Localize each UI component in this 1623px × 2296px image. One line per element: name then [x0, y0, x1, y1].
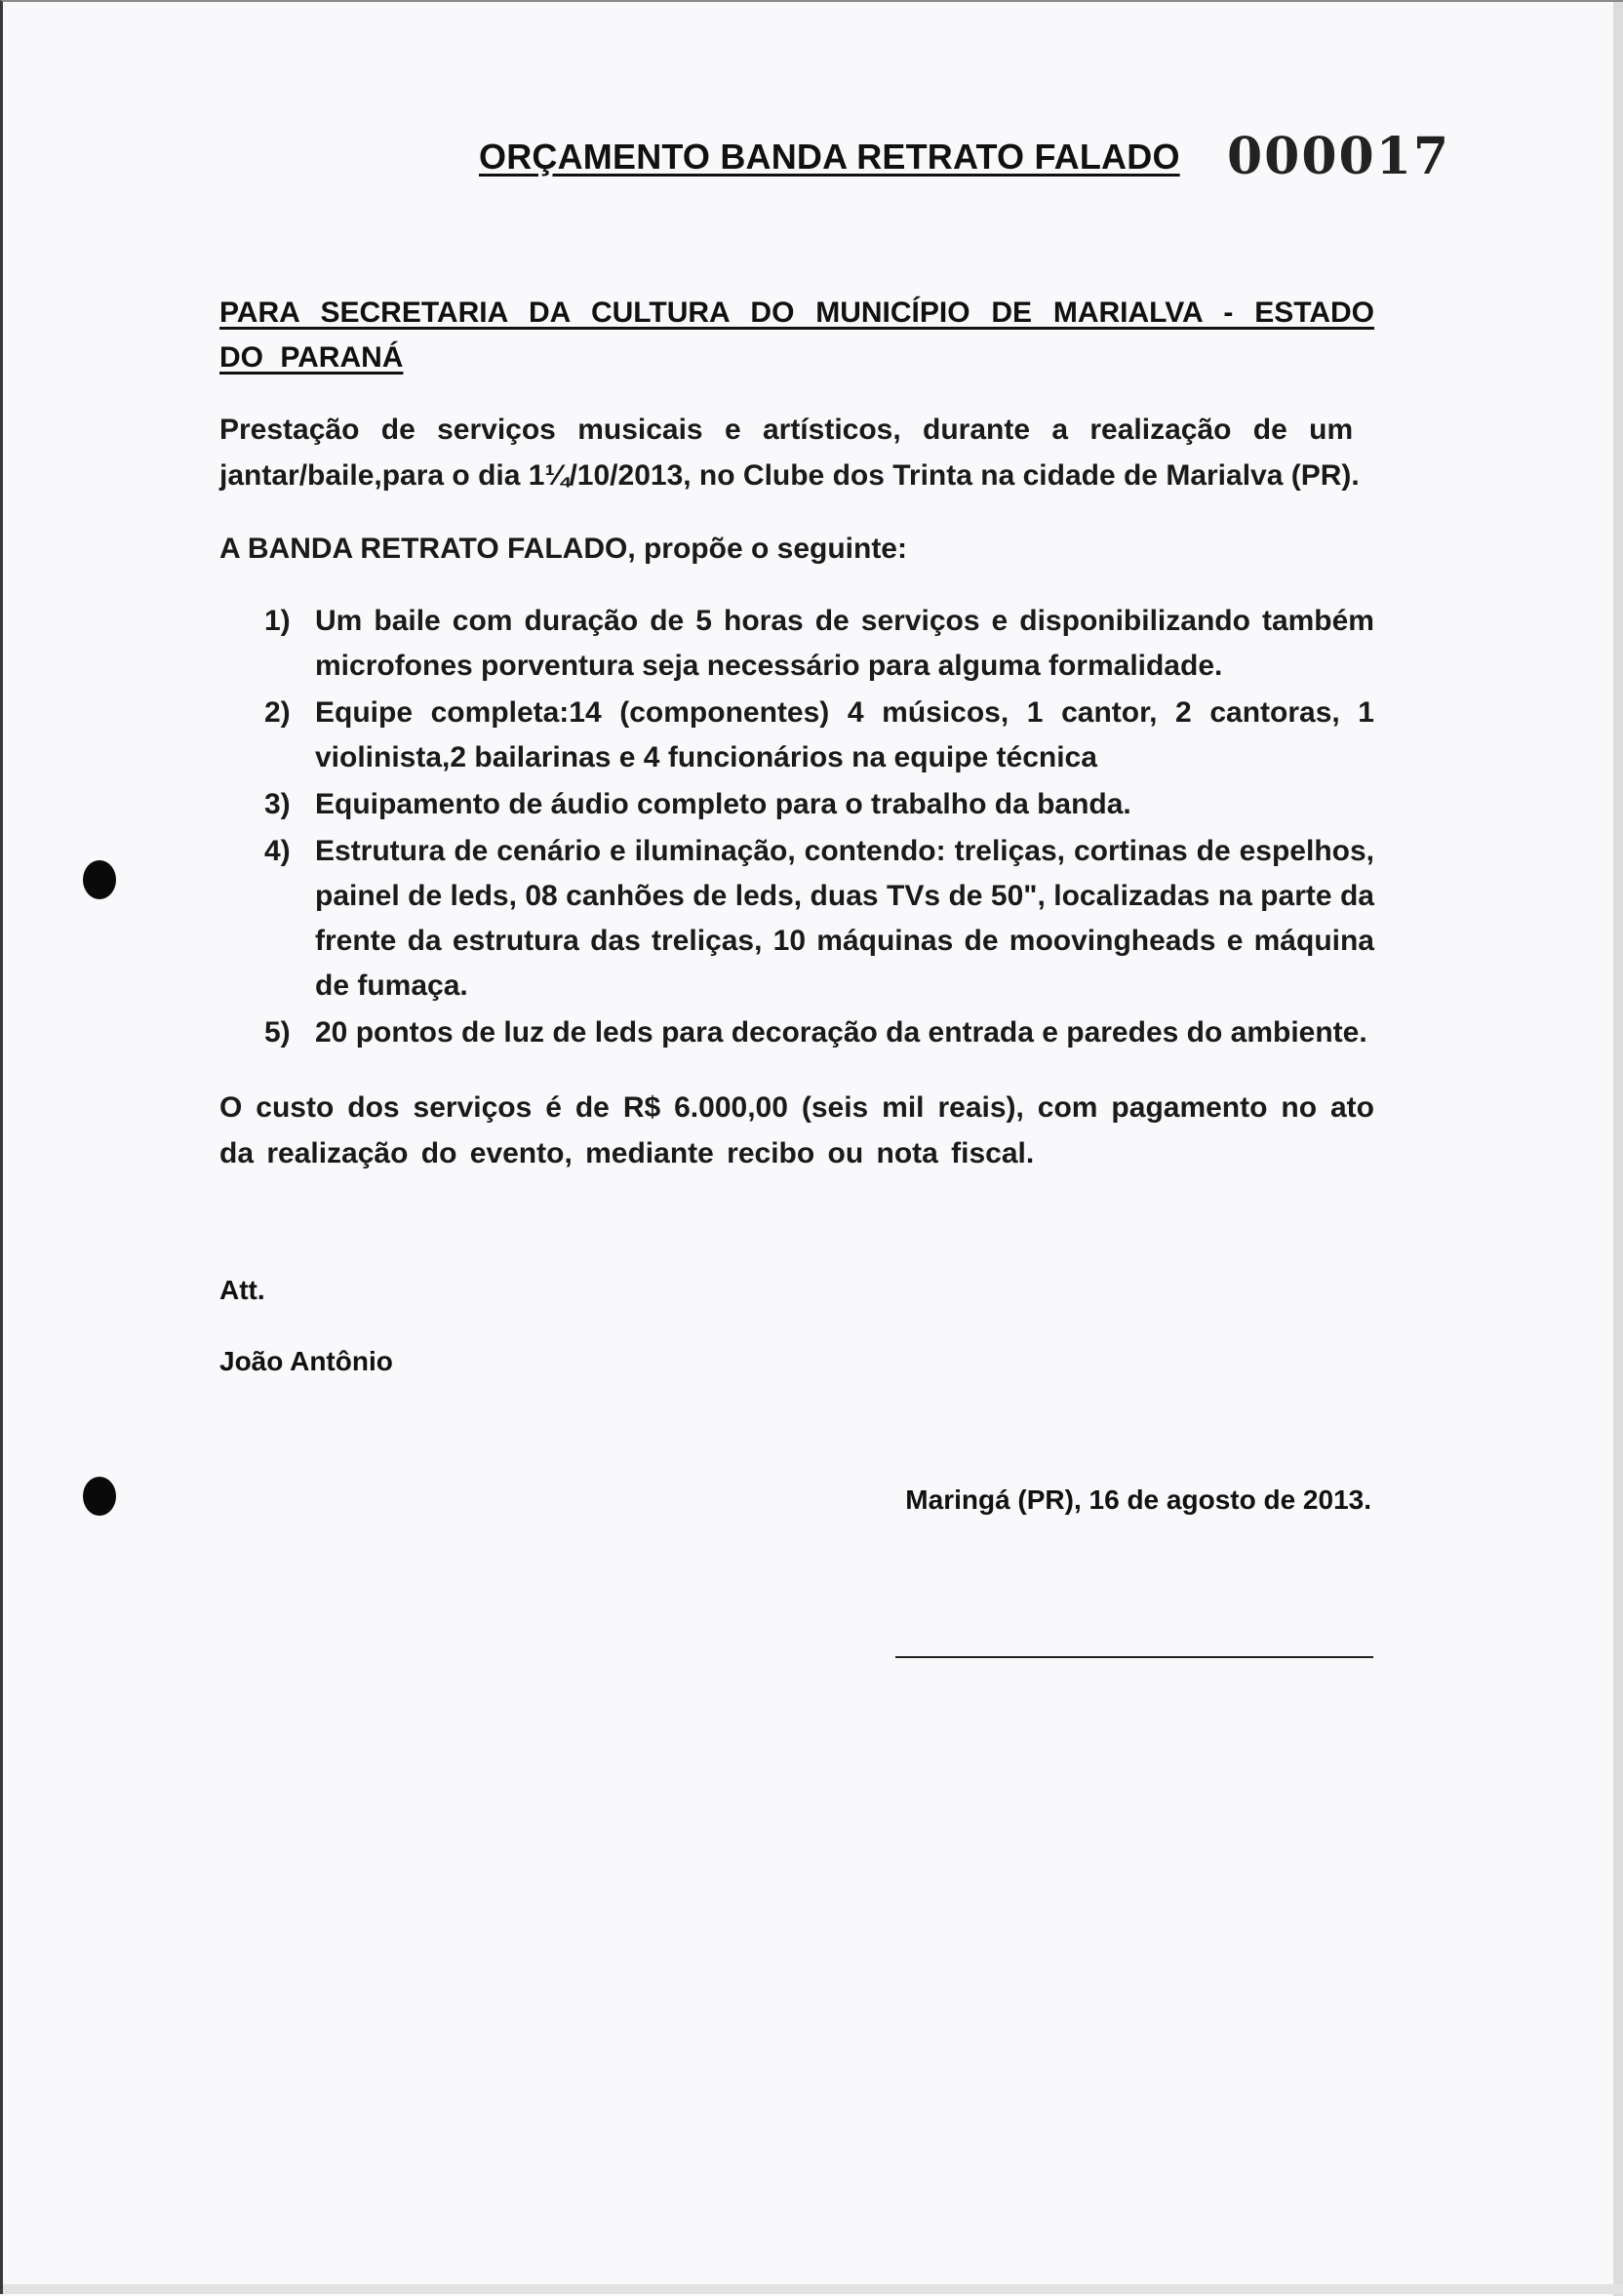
page-edge-right — [1613, 2, 1623, 2296]
punch-hole — [83, 860, 116, 899]
proposal-intro: A BANDA RETRATO FALADO, propõe o seguinte: — [219, 533, 907, 565]
intro-paragraph — [219, 407, 1374, 498]
list-item — [264, 829, 1374, 1009]
document-title: ORÇAMENTO BANDA RETRATO FALADO — [479, 137, 1180, 177]
list-item — [264, 691, 1374, 780]
punch-hole — [83, 1477, 116, 1516]
list-item — [264, 1010, 1374, 1055]
intro-line-2: jantar/baile,para o dia 1¼/10/2013, no Clube dos Trinta na cidade de Marialva (PR). — [219, 459, 1360, 492]
list-item-text: Estrutura de cenário e iluminação, contendo: treliças, cortinas de espelhos, painel de leds, 08 canhões de leds, duas TVs de 50", localizadas na parte da frente da estrutura das treliças, 10 máquinas de moovingheads e máquina de fumaça. — [315, 835, 1374, 1002]
list-item-number: 4) — [264, 835, 291, 867]
page-edge-bottom — [3, 2284, 1623, 2294]
list-item-text: Equipe completa:14 (componentes) 4 músicos, 1 cantor, 2 cantoras, 1 violinista,2 bailarinas e 4 funcionários na equipe técnica — [315, 696, 1374, 773]
list-item-text: Um baile com duração de 5 horas de serviços e disponibilizando também microfones porventura seja necessário para alguma formalidade. — [315, 605, 1374, 682]
signer-name: João Antônio — [219, 1346, 393, 1376]
place-date: Maringá (PR), 16 de agosto de 2013. — [905, 1484, 1371, 1515]
list-item-number: 2) — [264, 696, 291, 729]
addressee-line: PARA SECRETARIA DA CULTURA DO MUNICÍPIO DE MARIALVA - ESTADO DO PARANÁ — [219, 297, 1374, 374]
list-item-number: 5) — [264, 1016, 291, 1049]
cost-paragraph: O custo dos serviços é de R$ 6.000,00 (seis mil reais), com pagamento no ato da realização do evento, mediante recibo ou nota fiscal. — [219, 1091, 1374, 1169]
list-item-text: 20 pontos de luz de leds para decoração da entrada e paredes do ambiente. — [315, 1016, 1367, 1049]
closing-att: Att. — [219, 1275, 265, 1305]
signature-line — [895, 1656, 1373, 1658]
list-item-number: 3) — [264, 788, 291, 820]
proposal-list — [264, 599, 1374, 1057]
list-item — [264, 782, 1374, 827]
intro-line-1: Prestação de serviços musicais e artísticos, durante a realização de um — [219, 414, 1354, 446]
list-item-text: Equipamento de áudio completo para o trabalho da banda. — [315, 788, 1131, 820]
list-item-number: 1) — [264, 605, 291, 637]
list-item — [264, 599, 1374, 689]
document-number: 000017 — [1227, 127, 1451, 186]
